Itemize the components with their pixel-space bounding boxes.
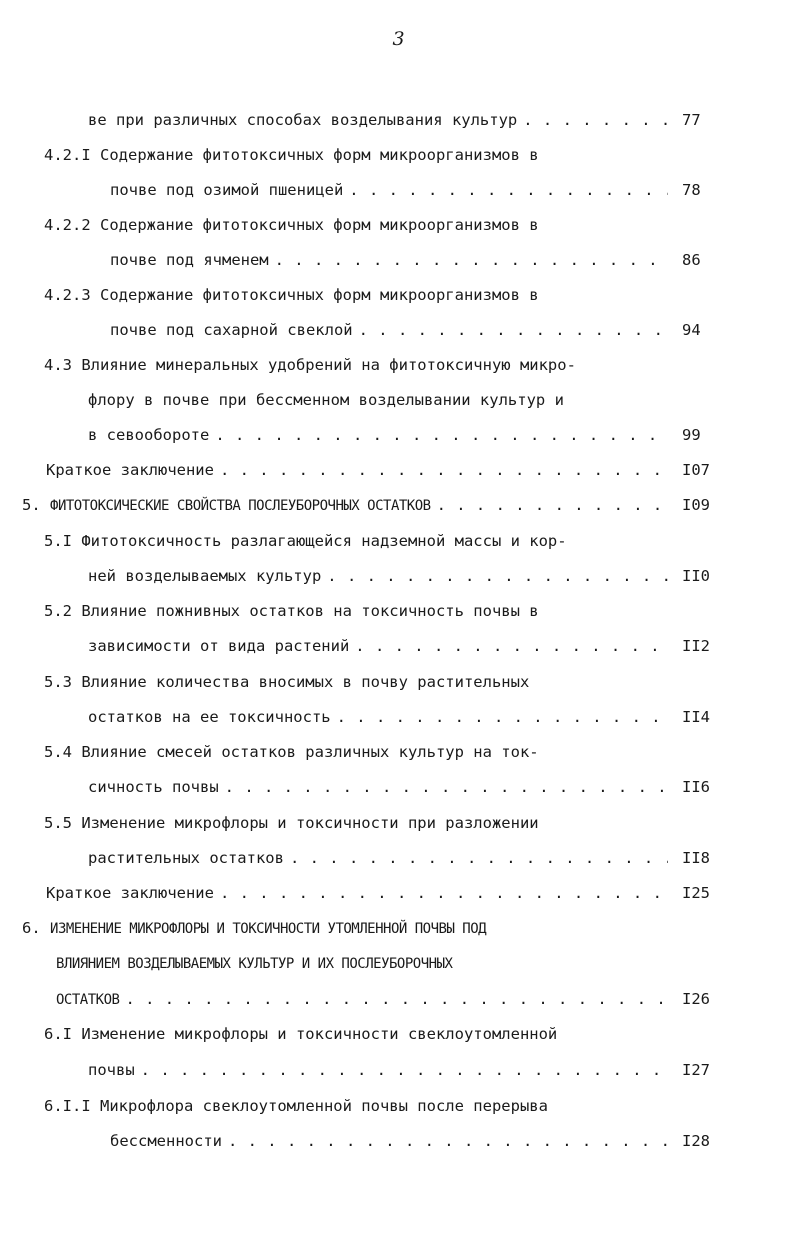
toc-page-number: I07 bbox=[682, 461, 710, 479]
toc-entry-text: Влияние количества вносимых в почву растительных bbox=[81, 673, 530, 691]
toc-entry-text: Влияние минеральных удобрений на фитотоксичную микро- bbox=[81, 356, 576, 374]
toc-page-number: 77 bbox=[682, 111, 701, 129]
toc-line bbox=[88, 633, 674, 659]
toc-entry-text: Влияние смесей остатков различных культур на ток- bbox=[81, 743, 539, 761]
toc-page-number: II0 bbox=[682, 567, 710, 585]
toc-entry-text: ОСТАТКОВ bbox=[56, 992, 120, 1008]
toc-page-number: 78 bbox=[682, 181, 701, 199]
section-number: 5.3 bbox=[44, 673, 72, 691]
toc-entry-text: Изменение микрофлоры и токсичности при разложении bbox=[81, 814, 539, 832]
toc-entry-text: Краткое заключение bbox=[46, 884, 214, 902]
leader-dots bbox=[523, 107, 668, 133]
toc-line bbox=[88, 1057, 674, 1083]
leader-dots bbox=[141, 1057, 668, 1083]
chapter-heading bbox=[22, 492, 431, 518]
toc-entry-text: флору в почве при бессменном возделывании культур и bbox=[88, 391, 564, 409]
toc-line bbox=[88, 107, 674, 133]
toc-page-number: I25 bbox=[682, 884, 710, 902]
toc-line bbox=[44, 282, 684, 308]
leader-dots bbox=[220, 457, 668, 483]
toc-line bbox=[88, 774, 674, 800]
toc-line bbox=[22, 915, 682, 941]
toc-page-number: I26 bbox=[682, 990, 710, 1008]
leader-dots bbox=[220, 880, 668, 906]
toc-line bbox=[44, 1093, 684, 1119]
toc-line bbox=[88, 845, 674, 871]
toc-entry-text: в севообороте bbox=[88, 426, 210, 444]
toc-line bbox=[88, 563, 674, 589]
toc-entry-text: ней возделываемых культур bbox=[88, 567, 322, 585]
toc-line bbox=[110, 177, 674, 203]
toc-entry-text: ФИТОТОКСИЧЕСКИЕ СВОЙСТВА ПОСЛЕУБОРОЧНЫХ ОСТАТКОВ bbox=[50, 498, 431, 514]
toc-entry-text: ве при различных способах возделывания культур bbox=[88, 111, 518, 129]
leader-dots bbox=[228, 1128, 668, 1154]
section-number: 5.5 bbox=[44, 814, 72, 832]
toc-line bbox=[44, 598, 684, 624]
leader-dots bbox=[215, 422, 668, 448]
toc-line bbox=[44, 1021, 684, 1047]
toc-line bbox=[110, 247, 674, 273]
leader-dots bbox=[355, 633, 668, 659]
toc-line bbox=[88, 387, 688, 413]
toc-line bbox=[44, 810, 684, 836]
toc-line bbox=[88, 704, 674, 730]
toc-entry-text: сичность почвы bbox=[88, 778, 219, 796]
toc-line bbox=[22, 492, 674, 518]
toc-entry-text: почвы bbox=[88, 1061, 135, 1079]
section-number: 6.I bbox=[44, 1025, 72, 1043]
toc-entry-text: остатков на ее токсичность bbox=[88, 708, 331, 726]
toc-entry-text: растительных остатков bbox=[88, 849, 284, 867]
leader-dots bbox=[437, 492, 668, 518]
toc-page-number: I28 bbox=[682, 1132, 710, 1150]
toc-page-number: II2 bbox=[682, 637, 710, 655]
toc-entry-text: ИЗМЕНЕНИЕ МИКРОФЛОРЫ И ТОКСИЧНОСТИ УТОМЛЕННОЙ ПОЧВЫ ПОД bbox=[50, 921, 487, 937]
toc-page-number: 86 bbox=[682, 251, 701, 269]
section-number: 5.2 bbox=[44, 602, 72, 620]
toc-entry-text: Содержание фитотоксичных форм микроорганизмов в bbox=[100, 146, 539, 164]
toc-entry-text: Фитотоксичность разлагающейся надземной массы и кор- bbox=[81, 532, 567, 550]
toc-line bbox=[46, 457, 674, 483]
toc-line bbox=[88, 422, 674, 448]
section-number: 4.2.I bbox=[44, 146, 91, 164]
section-number: 4.2.3 bbox=[44, 286, 91, 304]
toc-line bbox=[46, 880, 674, 906]
toc-entry-text: Краткое заключение bbox=[46, 461, 214, 479]
section-number: 5.I bbox=[44, 532, 72, 550]
toc-line bbox=[44, 352, 684, 378]
toc-entry-text: почве под ячменем bbox=[110, 251, 269, 269]
toc-entry-text: зависимости от вида растений bbox=[88, 637, 350, 655]
toc-line bbox=[44, 669, 684, 695]
toc-line bbox=[44, 212, 684, 238]
toc-page-number: I27 bbox=[682, 1061, 710, 1079]
toc-entry-text: ВЛИЯНИЕМ ВОЗДЕЛЫВАЕМЫХ КУЛЬТУР И ИХ ПОСЛЕУБОРОЧНЫХ bbox=[56, 956, 453, 972]
toc-line bbox=[110, 1128, 674, 1154]
toc-entry-text: Микрофлора свеклоутомленной почвы после перерыва bbox=[100, 1097, 548, 1115]
toc-line bbox=[44, 739, 684, 765]
toc-entry-text: почве под сахарной свеклой bbox=[110, 321, 353, 339]
leader-dots bbox=[290, 845, 668, 871]
toc-line bbox=[44, 528, 684, 554]
section-number: 6.I.I bbox=[44, 1097, 91, 1115]
toc-page-number: 94 bbox=[682, 321, 701, 339]
toc-page-number: 99 bbox=[682, 426, 701, 444]
toc-line bbox=[110, 317, 674, 343]
section-number: 4.2.2 bbox=[44, 216, 91, 234]
leader-dots bbox=[225, 774, 668, 800]
leader-dots bbox=[275, 247, 668, 273]
leader-dots bbox=[125, 986, 668, 1012]
leader-dots bbox=[359, 317, 668, 343]
toc-entry-text: Содержание фитотоксичных форм микроорганизмов в bbox=[100, 286, 539, 304]
leader-dots bbox=[327, 563, 668, 589]
toc-page-number: II6 bbox=[682, 778, 710, 796]
toc-entry-text: Влияние пожнивных остатков на токсичность почвы в bbox=[81, 602, 539, 620]
toc-entry-text: Содержание фитотоксичных форм микроорганизмов в bbox=[100, 216, 539, 234]
leader-dots bbox=[337, 704, 668, 730]
toc-line bbox=[44, 142, 684, 168]
page-number: 3 bbox=[392, 28, 405, 50]
leader-dots bbox=[349, 177, 668, 203]
section-number: 5. bbox=[22, 496, 41, 514]
toc-page-number: I09 bbox=[682, 496, 710, 514]
section-number: 5.4 bbox=[44, 743, 72, 761]
section-number: 6. bbox=[22, 919, 41, 937]
toc-entry-text: почве под озимой пшеницей bbox=[110, 181, 344, 199]
toc-page-number: II4 bbox=[682, 708, 710, 726]
toc-line bbox=[56, 950, 676, 976]
toc-line bbox=[56, 986, 674, 1012]
toc-page-number: II8 bbox=[682, 849, 710, 867]
section-number: 4.3 bbox=[44, 356, 72, 374]
toc-entry-text: бессменности bbox=[110, 1132, 222, 1150]
toc-entry-text: Изменение микрофлоры и токсичности свеклоутомленной bbox=[81, 1025, 558, 1043]
